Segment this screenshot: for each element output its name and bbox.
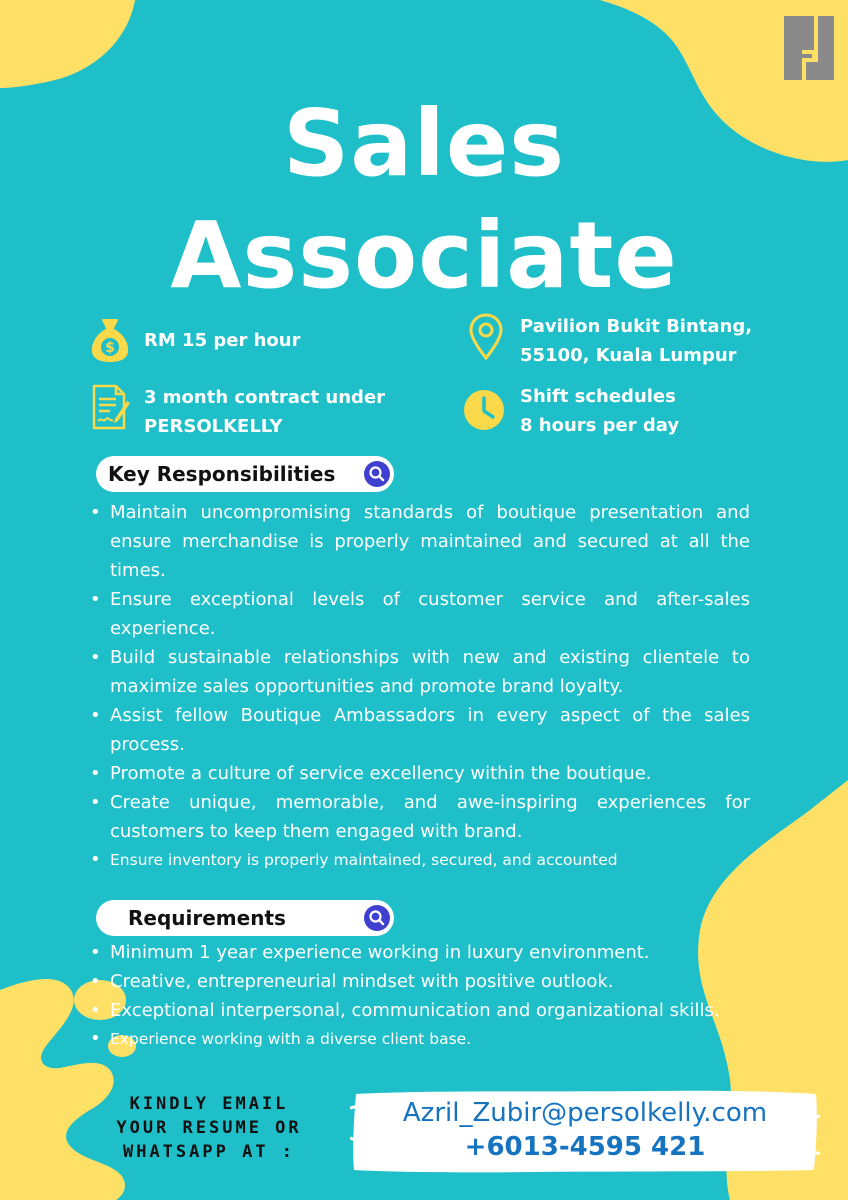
cta-line-2: YOUR RESUME OR — [116, 1118, 302, 1138]
search-icon — [364, 905, 390, 931]
apply-instructions — [84, 1092, 334, 1164]
search-icon — [364, 461, 390, 487]
svg-text:$: $ — [105, 340, 115, 356]
clock-icon — [462, 382, 510, 430]
list-item: • Ensure exceptional levels of customer service and after-sales experience. — [86, 585, 750, 643]
location-info — [462, 312, 752, 370]
list-item: • Create unique, memorable, and awe-inspiring experiences for customers to keep them engaged with brand. — [86, 788, 750, 846]
contract-line-2: PERSOLKELLY — [144, 416, 283, 437]
list-item: • Maintain uncompromising standards of boutique presentation and ensure merchandise is properly maintained and secured at all the times. — [86, 498, 750, 585]
list-item: • Creative, entrepreneurial mindset with positive outlook. — [86, 967, 770, 996]
job-title-line-1: Sales — [282, 90, 566, 197]
schedule-info — [462, 382, 679, 440]
responsibilities-heading — [96, 456, 394, 492]
contact-phone-link[interactable]: +6013-4595 421 — [464, 1132, 706, 1162]
location-line-2: 55100, Kuala Lumpur — [520, 345, 737, 366]
responsibilities-heading-label: Key Responsibilities — [108, 462, 336, 486]
requirements-list — [86, 938, 770, 1053]
list-item: • Ensure inventory is properly maintained, secured, and accounted — [86, 846, 750, 874]
contact-info — [350, 1096, 820, 1164]
list-item: • Experience working with a diverse client base. — [86, 1025, 770, 1053]
location-pin-icon — [462, 312, 510, 360]
cta-line-3: WHATSAPP AT : — [122, 1142, 296, 1162]
pay-info — [86, 316, 300, 364]
job-title-line-2: Associate — [170, 202, 678, 309]
contact-email-link[interactable]: Azril_Zubir@persolkelly.com — [402, 1098, 768, 1128]
location-line-1: Pavilion Bukit Bintang, — [520, 316, 753, 337]
list-item: • Build sustainable relationships with new and existing clientele to maximize sales opportunities and promote brand loyalty. — [86, 643, 750, 701]
list-item: • Exceptional interpersonal, communication and organizational skills. — [86, 996, 770, 1025]
schedule-line-2: 8 hours per day — [520, 415, 680, 436]
requirements-heading — [96, 900, 394, 936]
list-item: • Promote a culture of service excellency within the boutique. — [86, 759, 750, 788]
responsibilities-list — [86, 498, 750, 874]
list-item: • Assist fellow Boutique Ambassadors in every aspect of the sales process. — [86, 701, 750, 759]
list-item: • Minimum 1 year experience working in luxury environment. — [86, 938, 770, 967]
schedule-line-1: Shift schedules — [520, 386, 676, 407]
requirements-heading-label: Requirements — [128, 906, 286, 930]
cta-line-1: KINDLY EMAIL — [129, 1094, 289, 1114]
top-left-blob — [0, 0, 140, 90]
money-bag-icon — [86, 316, 134, 364]
contract-line-1: 3 month contract under — [144, 387, 386, 408]
contract-info — [86, 383, 385, 441]
company-logo-icon — [784, 16, 834, 80]
pay-text: RM 15 per hour — [144, 330, 301, 351]
contract-document-icon — [86, 383, 134, 431]
